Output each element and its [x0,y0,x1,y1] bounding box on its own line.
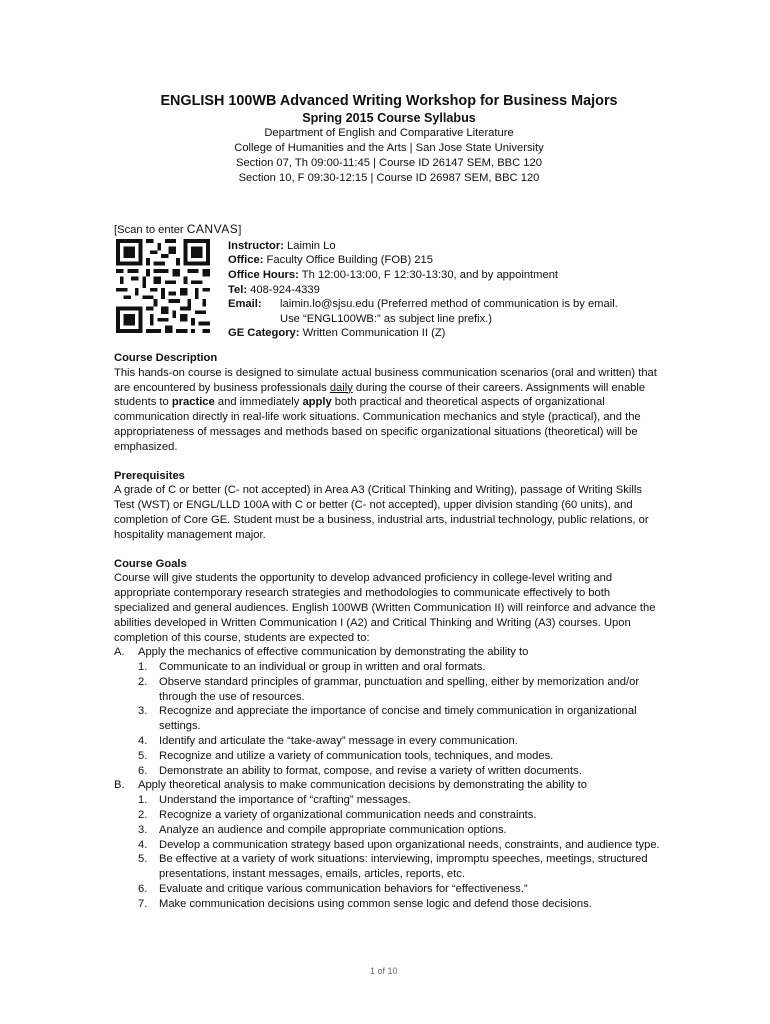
practice-bold: practice [171,396,215,409]
email-address-text[interactable]: laimin.lo@sjsu.edu (Preferred method of communication is by email. [280,298,618,311]
item-text: Observe standard principles of grammar, punctuation and spelling, either by memorization and/or through the use of resources. [159,675,640,703]
list-item [114,793,664,808]
item-number: 1. [138,661,148,674]
section-10: Section 10, F 09:30-12:15 | Course ID 26987 SEM, BBC 120 [238,172,540,184]
description-part: and immediately [214,396,303,409]
office-line [228,253,618,268]
section-07: Section 07, Th 09:00-11:45 | Course ID 26147 SEM, BBC 120 [236,157,542,169]
item-text: Develop a communication strategy based upon organizational needs, constraints, and audience type. [159,838,660,851]
course-goals-intro: Course will give students the opportunity to develop advanced proficiency in college-level writing and appropriate contemporary research strategies and methodologies to communicate effectively to both specialized and general audiences. English 100WB (Written Communication II) will reinforce and advance the abilities developed in Written Communication I (A2) and Critical Thinking and Writing (A3) courses. Upon completion of this course, students are expected to: [114,572,656,644]
course-description-text [114,366,664,455]
goals-list [114,645,664,911]
email-value [280,297,618,326]
scan-prefix: [Scan to enter [114,224,187,236]
apply-bold: apply [302,396,332,409]
item-number: 2. [138,809,148,822]
email-line [228,297,618,326]
page-number: 1 of 10 [370,966,398,976]
instructor-block [114,239,664,341]
tel-label: Tel: [228,283,248,296]
item-text: Be effective at a variety of work situations: interviewing, impromptu speeches, meetings, structured presentations, instant messages, emails, articles, reports, etc. [159,853,648,881]
prerequisites-heading: Prerequisites [114,469,185,482]
document-subtitle: Spring 2015 Course Syllabus [302,111,476,125]
instructor-name: Laimin Lo [287,239,336,252]
list-item [114,882,664,897]
list-item [114,660,664,675]
department: Department of English and Comparative Literature [264,127,514,139]
tel-value: 408-924-4339 [250,283,320,296]
item-text: Understand the importance of “crafting” messages. [159,794,411,807]
goal-letter: B. [114,779,125,792]
prerequisites-text: A grade of C or better (C- not accepted) in Area A3 (Critical Thinking and Writing), passage of Writing Skills Test (WST) or ENGL/LLD 100A with C or better (C- not accepted), upper division standing (60 units), and completion of Core GE. Student must be a business, industrial arts, industrial technology, public relations, or hospitality management major. [114,484,649,541]
goal-text: Apply theoretical analysis to make communication decisions by demonstrating the ability to [138,779,587,792]
instructor-label: Instructor: [228,239,284,252]
list-item [114,808,664,823]
item-text: Identify and articulate the “take-away” message in every communication. [159,735,518,748]
office-value: Faculty Office Building (FOB) 215 [266,254,433,267]
goal-letter: A. [114,646,125,659]
list-item [114,823,664,838]
list-item [114,852,664,882]
item-number: 4. [138,735,148,748]
list-item [114,764,664,779]
daily-underlined: daily [329,381,353,394]
item-number: 5. [138,749,148,762]
canvas-label: CANVAS [186,222,239,236]
qr-code-icon[interactable] [114,239,212,333]
document-title: ENGLISH 100WB Advanced Writing Workshop for Business Majors [160,93,618,109]
item-number: 6. [138,883,148,896]
item-number: 4. [138,838,148,851]
instructor-details [228,239,618,341]
list-item [114,704,664,734]
office-hours-label: Office Hours: [228,268,299,281]
ge-category-label: GE Category: [228,327,300,340]
item-number: 6. [138,764,148,777]
scan-suffix: ] [238,224,242,236]
goal-text: Apply the mechanics of effective communication by demonstrating the ability to [138,646,529,659]
course-description-heading: Course Description [114,351,218,364]
list-item [114,897,664,912]
office-hours-value: Th 12:00-13:00, F 12:30-13:30, and by appointment [301,268,559,281]
email-subject-note: Use “ENGL100WB:” as subject line prefix.) [280,312,493,325]
goal-a-items [114,660,664,778]
list-item [114,734,664,749]
list-item [114,838,664,853]
item-number: 2. [138,675,148,688]
item-text: Recognize a variety of organizational communication needs and constraints. [159,809,537,822]
item-number: 3. [138,705,148,718]
item-number: 5. [138,853,148,866]
syllabus-page [114,93,664,912]
item-number: 7. [138,897,148,910]
goal-b-items [114,793,664,911]
college: College of Humanities and the Arts | San Jose State University [234,142,544,154]
item-number: 3. [138,823,148,836]
ge-category-value: Written Communication II (Z) [302,327,446,340]
description-part: during the course of their careers. Assignments will enable students to [114,381,646,409]
goal-a [114,645,664,660]
item-text: Recognize and utilize a variety of communication tools, techniques, and modes. [159,749,554,762]
ge-category-line [228,326,618,341]
item-text: Make communication decisions using common sense logic and defend those decisions. [159,897,592,910]
office-label: Office: [228,254,264,267]
item-text: Evaluate and critique various communication behaviors for “effectiveness.” [159,883,528,896]
item-number: 1. [138,794,148,807]
scan-caption [114,222,664,238]
course-goals-heading: Course Goals [114,557,187,570]
list-item [114,675,664,705]
item-text: Recognize and appreciate the importance of concise and timely communication in organizational settings. [159,705,637,733]
instructor-line [228,239,618,254]
email-label: Email: [228,298,262,311]
item-text: Analyze an audience and compile appropriate communication options. [159,823,507,836]
item-text: Communicate to an individual or group in written and oral formats. [159,661,486,674]
description-part: both practical and theoretical aspects of organizational communication directly in real-life work situations. Communication mechanics and style (practical), and the appropriateness of messages and methods based on specific organizational situations (theoretical) will be emphasized. [114,396,641,453]
goal-b [114,778,664,793]
item-text: Demonstrate an ability to format, compose, and revise a variety of written documents. [159,764,582,777]
list-item [114,749,664,764]
description-part: This hands-on course is designed to simulate actual business communication scenarios (oral and written) that are encountered by business professionals [114,366,657,394]
tel-line [228,283,618,298]
office-hours-line [228,268,618,283]
